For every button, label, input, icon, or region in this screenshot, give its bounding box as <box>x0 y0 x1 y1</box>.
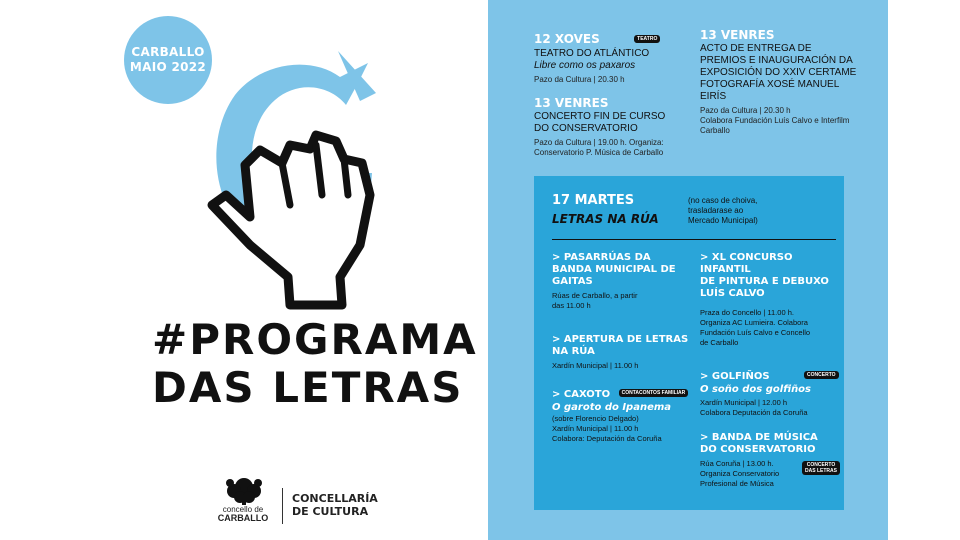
item-title-line-2: DO CONSERVATORIO <box>700 444 816 455</box>
event-acto-entrega <box>700 28 880 136</box>
item-golfinos <box>700 366 840 418</box>
item-meta-line-1: Xardín Municipal | 12.00 h <box>700 398 788 407</box>
rain-note <box>688 196 798 226</box>
event-date: 13 VENRES <box>534 96 609 110</box>
item-title-line-3: GAITAS <box>552 276 593 287</box>
item-meta-line-3: Colabora: Deputación da Coruña <box>552 434 662 443</box>
footer-divider <box>282 488 283 524</box>
event-meta-line-2: Conservatorio P. Música de Carballo <box>534 148 664 157</box>
item-banda-musica <box>700 432 840 489</box>
item-concurso <box>700 252 840 348</box>
item-meta-line-1: Rúas de Carballo, a partir <box>552 291 638 300</box>
event-date: 12 XOVES <box>534 32 600 46</box>
item-meta: Xardín Municipal | 11.00 h <box>552 361 639 370</box>
item-meta-line-1: (sobre Florencio Delgado) <box>552 414 639 423</box>
event-subtitle: Libre como os paxaros <box>534 60 636 71</box>
event-name-line-2: DO CONSERVATORIO <box>534 123 638 134</box>
item-title-line-2: NA RÚA <box>552 346 595 357</box>
event-name-line-5: EIRÍS <box>700 91 727 102</box>
logo-text-line-2: CARBALLO <box>217 513 269 523</box>
hand-holding-g-illustration <box>190 45 430 315</box>
item-title-line-1: > APERTURA DE LETRAS <box>552 334 689 345</box>
item-title-line-3: DE PINTURA E DEBUXO <box>700 276 829 287</box>
dept-line-1: CONCELLARÍA <box>292 492 378 505</box>
category-tag: CONTACONTOS FAMILIAR <box>619 389 689 397</box>
event-meta-line-1: Pazo da Cultura | 20.30 h <box>700 106 791 115</box>
concello-logo-text <box>208 505 278 523</box>
rain-note-line-3: Mercado Municipal) <box>688 216 758 225</box>
item-title: > GOLFIÑOS <box>700 371 770 382</box>
event-concerto-fin-curso <box>534 96 694 158</box>
title-line-2: DAS LETRAS <box>152 363 464 412</box>
event-name-line-1: ACTO DE ENTREGA DE <box>700 43 812 54</box>
title-line-1: #PROGRAMA <box>152 315 478 364</box>
item-apertura <box>552 334 692 371</box>
tag-line-2: DAS LETRAS <box>805 468 837 474</box>
category-tag <box>802 461 840 475</box>
item-meta-line-2: Organiza AC Lumieira. Colabora <box>700 318 808 327</box>
event-meta-line-2: Colabora Fundación Luís Calvo e Interfilm <box>700 116 850 125</box>
item-subtitle: O garoto do Ipanema <box>552 402 672 413</box>
dept-line-2: DE CULTURA <box>292 505 369 518</box>
event-name: TEATRO DO ATLÁNTICO <box>534 48 650 59</box>
item-title-line-1: > PASARRÚAS DA <box>552 252 651 263</box>
event-meta-line-3: Carballo <box>700 126 730 135</box>
event-name-line-1: CONCERTO FIN DE CURSO <box>534 111 666 122</box>
item-meta-line-4: de Carballo <box>700 338 739 347</box>
program-title <box>152 315 478 412</box>
item-meta-line-2: Organiza Conservatorio <box>700 469 780 478</box>
item-title: > CAXOTO <box>552 389 611 400</box>
event-meta-line-1: Pazo da Cultura | 19.00 h. Organiza: <box>534 138 664 147</box>
item-title-line-4: LUÍS CALVO <box>700 288 765 299</box>
item-meta-line-1: Praza do Concello | 11.00 h. <box>700 308 794 317</box>
category-tag: CONCERTO <box>804 371 839 379</box>
item-meta-line-3: Fundación Luís Calvo e Concello <box>700 328 811 337</box>
item-meta-line-3: Profesional de Música <box>700 479 774 488</box>
divider-rule <box>552 239 836 240</box>
event-teatro <box>534 30 684 85</box>
item-caxoto <box>552 384 697 444</box>
badge-month: MAIO 2022 <box>129 60 207 74</box>
item-subtitle: O soño dos golfiños <box>700 384 812 395</box>
box-subtitle: LETRAS NA RÚA <box>552 212 659 226</box>
department-name <box>292 492 378 518</box>
logo-text-line-1: concello de <box>222 505 264 514</box>
badge-city: CARBALLO <box>131 45 205 59</box>
event-meta: Pazo da Cultura | 20.30 h <box>534 75 625 84</box>
item-title-line-1: > BANDA DE MÚSICA <box>700 432 818 443</box>
item-pasarruas <box>552 252 692 311</box>
letras-na-rua-panel <box>534 176 844 510</box>
event-name-line-3: EXPOSICIÓN DO XXIV CERTAME <box>700 67 857 78</box>
item-meta-line-2: Xardín Municipal | 11.00 h <box>552 424 639 433</box>
item-meta-line-2: das 11.00 h <box>552 301 591 310</box>
rain-note-line-1: (no caso de choiva, <box>688 196 758 205</box>
item-title-line-2: INFANTIL <box>700 264 751 275</box>
category-tag: TEATRO <box>634 35 660 43</box>
event-name-line-2: PREMIOS E INAUGURACIÓN DA <box>700 55 853 66</box>
program-panel <box>488 0 888 540</box>
box-date: 17 MARTES <box>552 193 635 208</box>
item-title-line-1: > XL CONCURSO <box>700 252 793 263</box>
tag-line-1: CONCERTO <box>806 462 836 468</box>
item-meta-line-2: Colabora Deputación da Coruña <box>700 408 808 417</box>
rain-note-line-2: trasladarase ao <box>688 206 744 215</box>
event-date: 13 VENRES <box>700 28 775 42</box>
event-name-line-4: FOTOGRAFÍA XOSÉ MANUEL <box>700 79 840 90</box>
item-meta-line-1: Rúa Coruña | 13.00 h. <box>700 459 774 468</box>
item-title-line-2: BANDA MUNICIPAL DE <box>552 264 676 275</box>
